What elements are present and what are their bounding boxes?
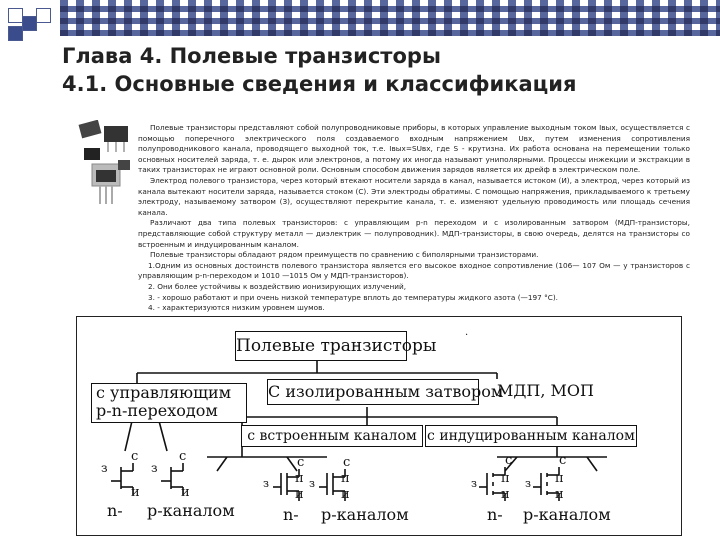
pin-drain-4: с xyxy=(343,455,351,470)
pin-drain-3: с xyxy=(297,455,305,470)
square-1 xyxy=(8,8,23,23)
square-3 xyxy=(8,26,23,41)
header-decoration xyxy=(0,0,720,36)
slide-title xyxy=(62,42,576,98)
channel-label-p-2: p-каналом xyxy=(321,505,409,524)
right-branch-tag: МДП, МОП xyxy=(497,381,594,400)
square-4 xyxy=(36,8,51,23)
paragraph-4: Полевые транзисторы обладают рядом преимуществ по сравнению с биполярными транзисторами. xyxy=(150,250,539,260)
pin-sub-5: п xyxy=(501,471,510,486)
pin-drain-5: с xyxy=(505,453,513,468)
channel-label-n-1: n- xyxy=(107,501,123,520)
subtype-built-in-box: с встроенным каналом xyxy=(241,425,423,447)
root-box: Полевые транзисторы xyxy=(235,331,407,361)
pin-sub-4: п xyxy=(341,471,350,486)
pin-gate-1: з xyxy=(101,461,108,475)
title-line-1: Глава 4. Полевые транзисторы xyxy=(62,44,441,68)
list-item-2: 2. Они более устойчивы к воздействию ионизирующих излучений, xyxy=(148,281,407,291)
pin-gate-4: з xyxy=(309,477,315,490)
pin-drain-6: с xyxy=(559,453,567,468)
list-item-1: 1.Одним из основных достоинств полевого транзистора является его высокое входное сопротивление (106— 107 Ом — у транзисторов с управляющим p-n-переходом и 1010 —1015 Ом у МДП-транзисторов). xyxy=(138,260,690,281)
stray-dot: . xyxy=(465,327,469,338)
paragraph-1: Полевые транзисторы представляют собой полупроводниковые приборы, в которых управление выходным током Iвых, осуществляется с помощью поперечного электрического поля создаваемого входным напряжением Uвх, путем изменения сопротивления полупроводникового канала, проводящего выходной ток, т.е. Iвых=SUвх, где S - крутизна. Их работа основана на перемещении только основных носителей заряда, т. е. дырок или электронов, а потому их иногда называют униполярными. Процессы инжекции и экстракции в таких транзисторах не играют основной роли. Основным способом движения зарядов является их дрейф в электрическом поле. xyxy=(138,123,690,175)
left-branch-box xyxy=(91,383,247,423)
pin-gate-6: з xyxy=(525,477,531,490)
title-line-2: 4.1. Основные сведения и классификация xyxy=(62,72,577,96)
body-text xyxy=(138,123,690,324)
pin-gate-2: з xyxy=(151,461,158,475)
pin-source-5: и xyxy=(501,487,510,502)
paragraph-2: Электрод полевого транзистора, через который втекают носители заряда в канал, называется истоком (И), а электрод, через который из канала вытекают носители заряда, называется стоком (С). Эти электроды обратимы. С помощью напряжения, прикладываемого к третьему электроду, называемому затвором (З), осуществляют перекрытие канала, т. е. изменяют удельную проводимость или площадь сечения канала. xyxy=(138,175,690,217)
transistors-photo xyxy=(78,120,134,210)
pin-drain-1: с xyxy=(131,449,139,464)
header-pattern xyxy=(60,0,720,36)
pin-gate-3: з xyxy=(263,477,269,490)
list-item-3: 3. - хорошо работают и при очень низкой температуре вплоть до температуры жидкого азота (—197 °С). xyxy=(148,292,558,302)
left-branch-line-2: p-n-переходом xyxy=(96,401,218,420)
channel-label-n-2: n- xyxy=(283,505,299,524)
pin-source-3: и xyxy=(295,487,304,502)
right-branch-box: С изолированным затвором xyxy=(267,379,479,405)
pin-source-4: и xyxy=(341,487,350,502)
pin-source-1: и xyxy=(131,485,140,500)
pin-source-6: и xyxy=(555,487,564,502)
channel-label-p-1: p-каналом xyxy=(147,501,235,520)
pin-drain-2: с xyxy=(179,449,187,464)
pin-gate-5: з xyxy=(471,477,477,490)
square-2 xyxy=(22,16,37,31)
subtype-induced-box: с индуцированным каналом xyxy=(425,425,637,447)
paragraph-3: Различают два типа полевых транзисторов: с управляющим p-n переходом и с изолированным затвором (МДП-транзисторы, представляющие собой структуру металл — диэлектрик — полупроводник). МДП-транзисторы, в свою очередь, делятся на транзисторы со встроенным и индуцированным каналом. xyxy=(138,218,690,249)
pin-sub-3: п xyxy=(295,471,304,486)
channel-label-n-3: n- xyxy=(487,505,503,524)
list-item-4: 4. - характеризуются низким уровнем шумов. xyxy=(148,303,325,313)
pin-source-2: и xyxy=(181,485,190,500)
channel-label-p-3: p-каналом xyxy=(523,505,611,524)
classification-diagram xyxy=(76,316,682,536)
left-branch-line-1: с управляющим xyxy=(96,383,232,402)
pin-sub-6: п xyxy=(555,471,564,486)
